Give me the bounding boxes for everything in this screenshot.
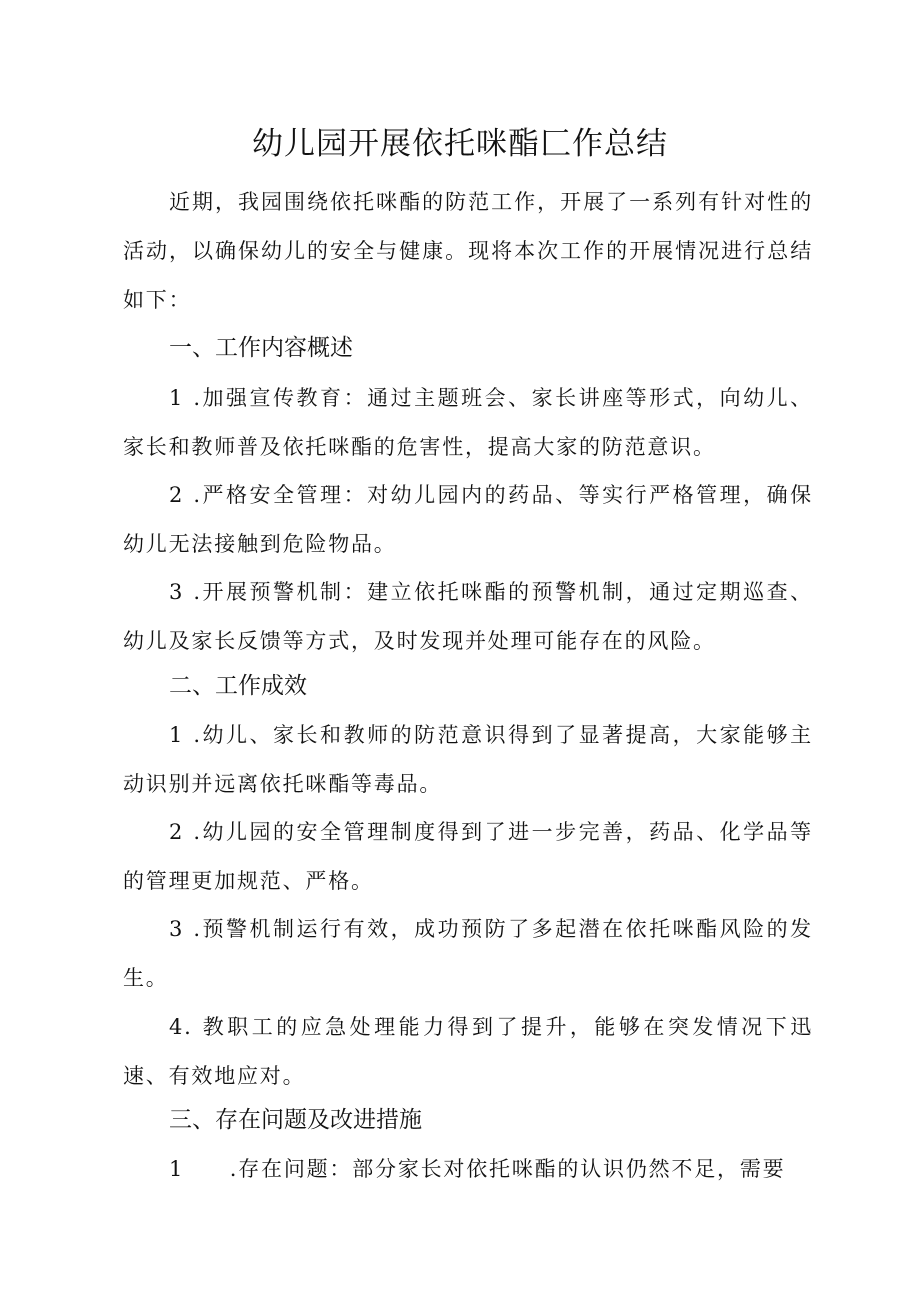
results-item-4: 4. 教职工的应急处理能力得到了提升，能够在突发情况下迅速、有效地应对。 bbox=[123, 1015, 813, 1088]
results-item-1: 1 .幼儿、家长和教师的防范意识得到了显著提高，大家能够主动识别并远离依托咪酯等毒品。 bbox=[123, 723, 813, 796]
results-item-3: 3 .预警机制运行有效，成功预防了多起潜在依托咪酯风险的发生。 bbox=[123, 917, 813, 990]
results-item-2: 2 .幼儿园的安全管理制度得到了进一步完善，药品、化学品等的管理更加规范、严格。 bbox=[123, 820, 813, 893]
section-heading-results: 二、工作成效 bbox=[169, 673, 307, 699]
overview-item-2: 2 .严格安全管理：对幼儿园内的药品、等实行严格管理，确保幼儿无法接触到危险物品。 bbox=[123, 483, 813, 556]
document-title: 幼儿园开展依托咪酯匚作总结 bbox=[252, 126, 668, 162]
issues-item-1: 1 .存在问题：部分家长对依托咪酯的认识仍然不足，需要 bbox=[169, 1157, 786, 1181]
section-heading-issues: 三、存在问题及改进措施 bbox=[169, 1107, 422, 1133]
overview-item-3: 3 .开展预警机制：建立依托咪酯的预警机制，通过定期巡查、幼儿及家长反馈等方式，及时发现并处理可能存在的风险。 bbox=[123, 580, 813, 653]
section-heading-overview: 一、工作内容概述 bbox=[169, 335, 353, 361]
overview-item-1: 1 .加强宣传教育：通过主题班会、家长讲座等形式，向幼儿、家长和教师普及依托咪酯的危害性，提高大家的防范意识。 bbox=[123, 386, 813, 459]
intro-paragraph: 近期，我园围绕依托咪酯的防范工作，开展了一系列有针对性的活动，以确保幼儿的安全与健康。现将本次工作的开展情况进行总结如下： bbox=[123, 190, 813, 312]
